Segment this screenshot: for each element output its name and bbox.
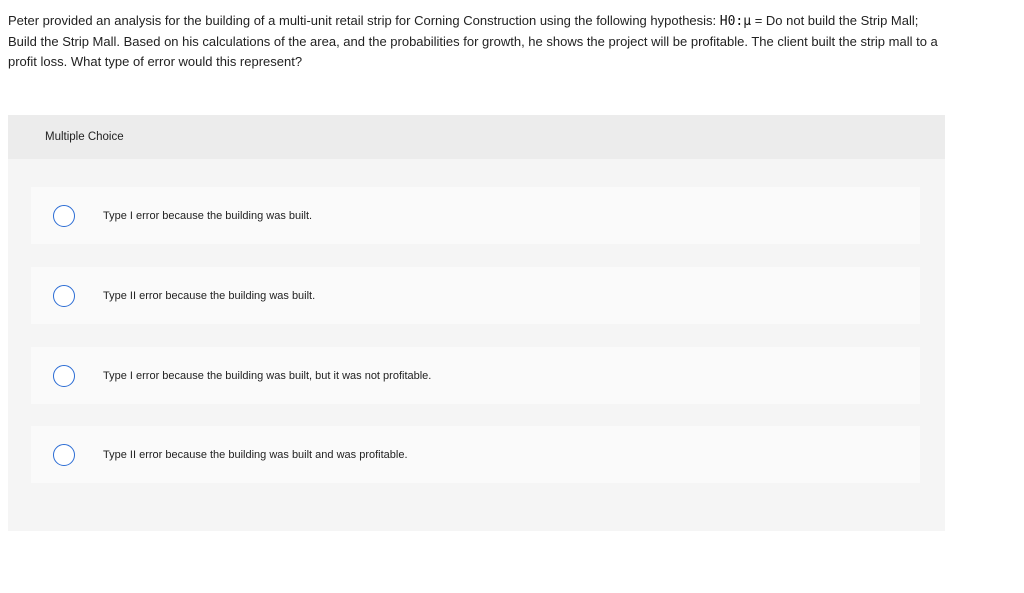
radio-button-icon[interactable]: [53, 365, 75, 387]
question-text-before: Peter provided an analysis for the building of a multi-unit retail strip for Corning Construction using the following hypothesis:: [8, 13, 720, 28]
choice-option-3[interactable]: [31, 347, 920, 404]
panel-header: [8, 115, 945, 159]
choice-label: Type II error because the building was built.: [103, 289, 316, 302]
choice-label: Type I error because the building was built, but it was not profitable.: [103, 369, 432, 382]
question-text: [8, 11, 938, 72]
choice-label: Type II error because the building was built and was profitable.: [103, 448, 408, 461]
radio-button-icon[interactable]: [53, 285, 75, 307]
multiple-choice-panel: [8, 115, 945, 531]
hypothesis-math: H0:μ: [719, 14, 752, 29]
question-text-after: = Do not build the Strip Mall; Build the Strip Mall. Based on his calculations of the area, and the probabilities for growth, he shows the project will be profitable. The client built the strip mall to a profit loss. What type of error would this represent?: [8, 13, 938, 69]
radio-button-icon[interactable]: [53, 444, 75, 466]
choice-option-2[interactable]: [31, 267, 920, 324]
choice-label: Type I error because the building was built.: [103, 209, 313, 222]
choice-option-4[interactable]: [31, 426, 920, 483]
radio-button-icon[interactable]: [53, 205, 75, 227]
panel-header-label: Multiple Choice: [45, 131, 124, 143]
choice-option-1[interactable]: [31, 187, 920, 244]
